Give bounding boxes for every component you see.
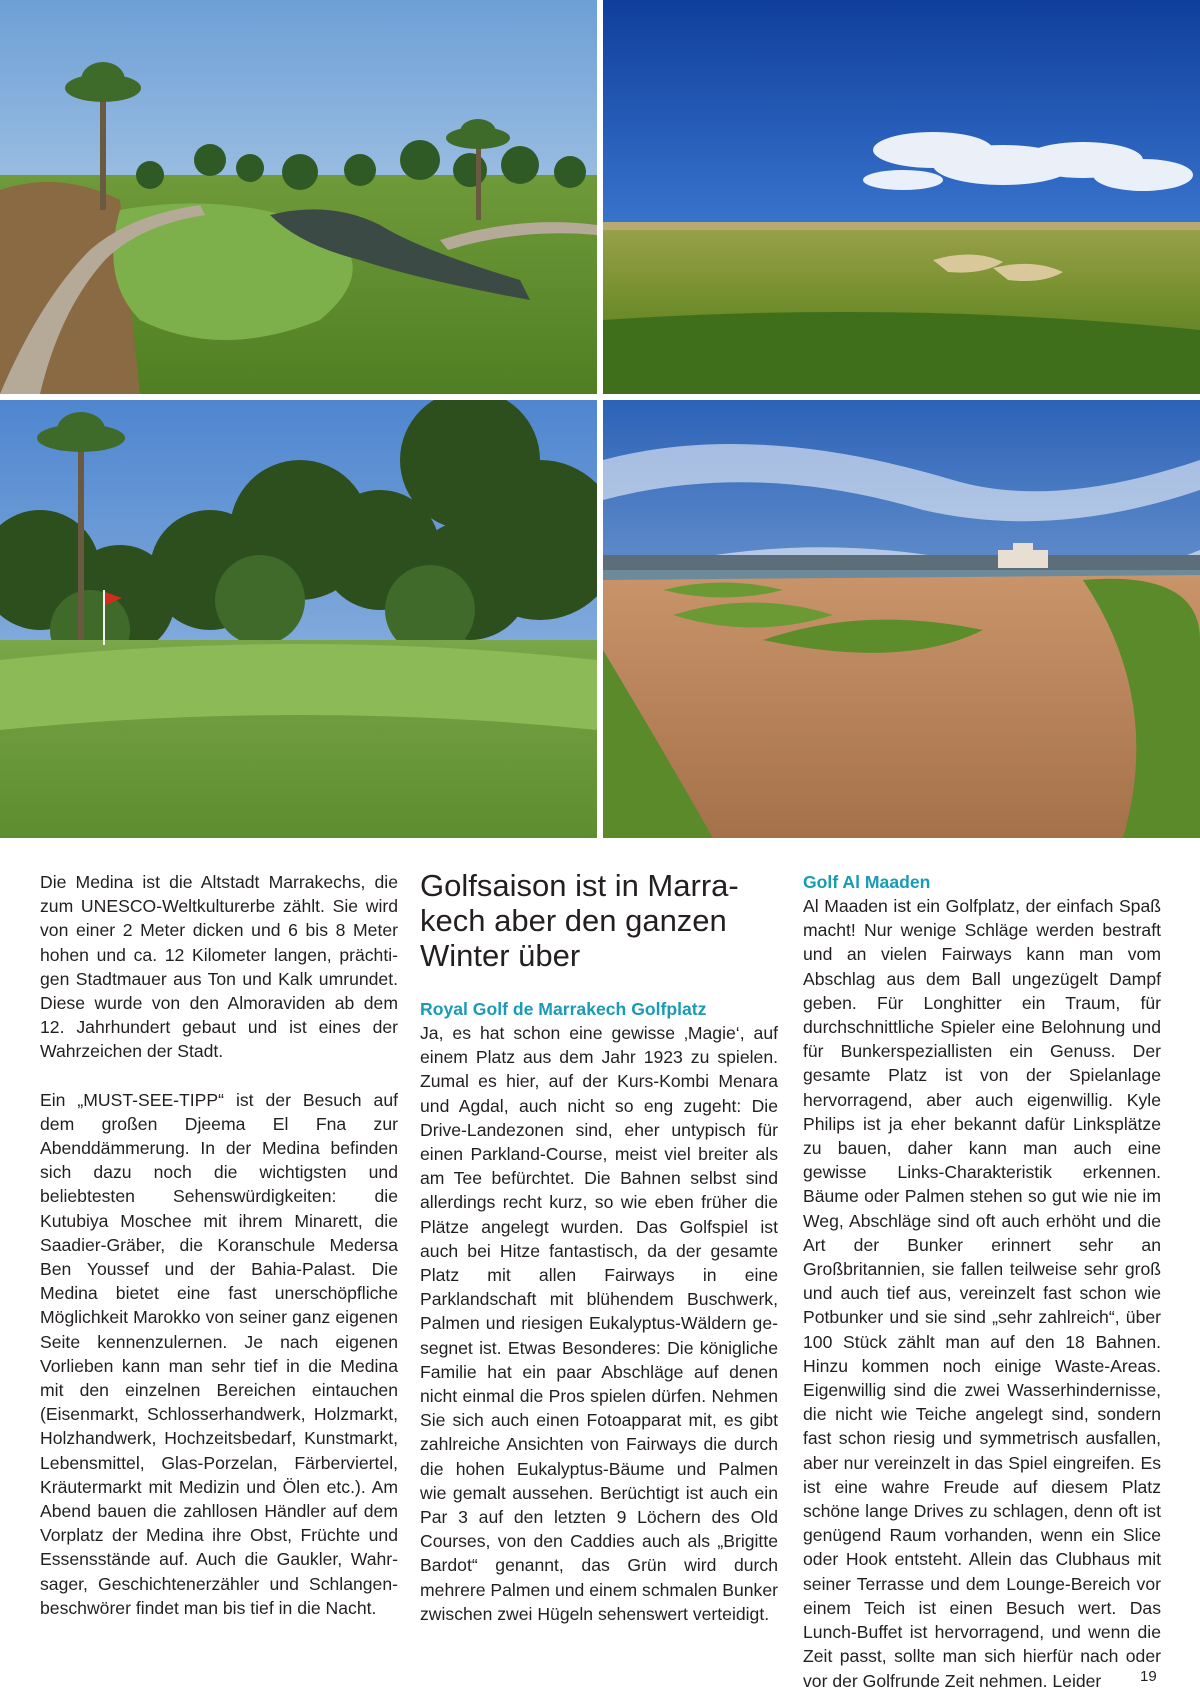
column-al-maaden	[803, 870, 1161, 1693]
page-number: 19	[1140, 1668, 1157, 1685]
photo-golf-course-pond	[0, 0, 597, 394]
column-royal-golf	[420, 870, 778, 1626]
paragraph-medina-intro: Die Medina ist die Altstadt Marrakechs, die zum UNESCO-Weltkulturerbe zählt. Sie wird von einer 2 Meter dicken und 6 bis 8 Meter hohen und ca. 12 Kilometer langen, prächtigen Stadtmauer aus Ton und Kalk umrundet. Diese wurde von den Almoraviden ab dem 12. Jahrhundert gebaut und ist eines der Wahrzeichen der Stadt.	[40, 872, 398, 1062]
photo-golf-fairway-sky	[603, 0, 1200, 394]
photo-golf-bunker-clubhouse	[603, 400, 1200, 838]
paragraph-royal-golf: Ja, es hat schon eine gewisse ‚Magie‘, auf einem Platz aus dem Jahr 1923 zu spielen. Zumal es hier, auf der Kurs-Kombi Menara und Agdal, auch nicht so eng zugeht: Die Drive-Landezonen sind, eher untypisch für einen Parkland-Course, meist viel breiter als am Tee befürchtet. Die Bahnen selbst sind allerdings recht kurz, so wie eben früher die Plätze angelegt wurden. Das Golfspiel ist auch bei Hitze fantastisch, da der gesamte Platz mit allen Fairways in eine Parklandschaft mit blühendem Buschwerk, Palmen und riesigen Eukalyptus-Wäldern gesegnet ist. Etwas Besonderes: Die königliche Familie hat ein paar Abschläge auf denen nicht einmal die Pros spielen dürfen. Nehmen Sie sich auch einen Fotoapparat mit, es gibt zahlreiche Ansichten von Fairways die durch die hohen Eukalyptus-Bäume und Palmen wie gemalt aussehen. Berüchtigt ist auch ein Par 3 auf den letzten 9 Löchern des Old Courses, von den Caddies auch als „Brigitte Bardot“ genannt, das Grün wird durch mehrere Palmen und einem schmalen Bunker zwischen zwei Hügeln sehenswert verteidigt.	[420, 1023, 778, 1624]
golf-bunker-clubhouse-image	[603, 400, 1200, 838]
column-medina	[40, 870, 398, 1620]
golf-pond-palms-image	[0, 0, 597, 394]
paragraph-medina-tips: Ein „MUST-SEE-TIPP“ ist der Besuch auf dem großen Djeema El Fna zur Abenddämmerung. In der Medina befinden sich dazu noch die wichtigsten und beliebtesten Sehenswürdigkeiten: die Kutubiya Moschee mit ihrem Minarett, die Saadier-Gräber, die Koranschule Medersa Ben Youssef und der Bahia-Palast. Die Medina bietet eine fast unerschöpfliche Möglichkeit Marokko von seiner ganz eigenen Seite kennenzulernen. Je nach eigenen Vorlieben kann man sehr tief in die Medina mit den einzelnen Bereichen eintauchen (Eisenmarkt, Schlosserhandwerk, Holzmarkt, Holzhandwerk, Hochzeitsbedarf, Kunstmarkt, Lebensmittel, Glas-Porzelan, Färberviertel, Kräutermarkt mit Medizin und Ölen etc.). Am Abend bauen die zahllosen Händler auf dem Vorplatz der Medina ihre Obst, Früchte und Essensstände auf. Auch die Gaukler, Wahrsager, Geschichtenerzähler und Schlangenbeschwörer findet man bis tief in die Nacht.	[40, 1089, 398, 1618]
golf-fairway-blue-sky-image	[603, 0, 1200, 394]
photo-golf-green-flag	[0, 400, 597, 838]
subheading-al-maaden: Golf Al Maaden	[803, 872, 931, 892]
article-headline: Golfsaison ist in Marrakech aber den ganzen Winter über	[420, 868, 739, 973]
golf-green-flag-trees-image	[0, 400, 597, 838]
paragraph-al-maaden: Al Maaden ist ein Golfplatz, der einfach Spaß macht! Nur wenige Schläge werden bestraft und an vielen Fairways kann man vom Abschlag aus dem Ball ungezügelt Dampf geben. Für Longhitter ein Traum, für durchschnittliche Spieler eine Belohnung und für Bunkerspeziallisten ein Genuss. Der gesamte Platz ist von der Spielanlage hervorragend, aber auch eigenwillig. Kyle Philips ist ja eher bekannt dafür Linksplätze zu bauen, daher kann man auch eine gewisse Links-Charakteristik erkennen. Bäume oder Palmen stehen so gut wie nie im Weg, Abschläge sind oft auch erhöht und die Art der Bunker erinnert sehr an Großbritannien, sie fallen teilweise sehr groß und auch tief aus, vereinzelt fast schon wie Potbunker und sie sind „sehr zahlreich“, über 100 Stück zählt man auf den 18 Bahnen. Hinzu kommen noch einige Waste-Areas. Eigenwillig sind die zwei Wasserhindernisse, die nicht wie Teiche angelegt sind, sondern fast schon riesig und symmetrisch ausfallen, aber nur vereinzelt in das Spiel eingreifen. Es ist eine wahre Freude auf diesem Platz schöne lange Drives zu schlagen, denn oft ist genügend Raum vorhanden, wenn ein Slice oder Hook entsteht. Allein das Clubhaus mit seiner Terrasse und dem Lounge-Bereich vor einem Teich ist einen Besuch wert. Das Lunch-Buffet ist hervorragend, und wenn die Zeit passt, sollte man sich hierfür nach oder vor der Golfrunde Zeit nehmen. Leider	[803, 896, 1161, 1691]
subheading-royal-golf: Royal Golf de Marrakech Golfplatz	[420, 999, 707, 1019]
